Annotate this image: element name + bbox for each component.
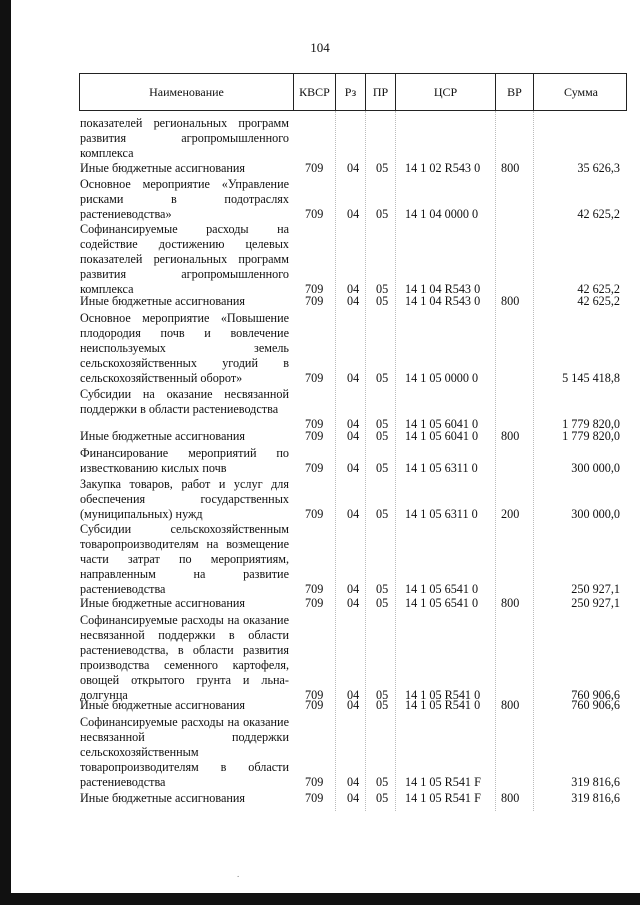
- row-kvsr: 709: [305, 688, 324, 702]
- row-csr: 14 1 05 R541 F: [405, 775, 481, 789]
- row-csr: 14 1 05 0000 0: [405, 371, 479, 385]
- table-row: [0, 311, 640, 386]
- row-kvsr: 709: [305, 582, 324, 596]
- row-kvsr: 709: [305, 429, 324, 443]
- row-sum: 250 927,1: [571, 582, 620, 596]
- table-row: [0, 294, 640, 309]
- row-csr: 14 1 05 R541 0: [405, 698, 481, 712]
- row-pr: 05: [376, 461, 389, 475]
- row-rz: 04: [347, 207, 360, 221]
- row-csr: 14 1 05 6541 0: [405, 582, 479, 596]
- header-csr: ЦСР: [396, 74, 496, 110]
- row-csr: 14 1 02 R543 0: [405, 161, 481, 175]
- row-vr: 200: [501, 507, 520, 521]
- table-row: [0, 429, 640, 444]
- row-rz: 04: [347, 698, 360, 712]
- row-name: Иные бюджетные ассигнования: [80, 294, 246, 308]
- table-row: [0, 791, 640, 806]
- row-csr: 14 1 05 6311 0: [405, 507, 478, 521]
- row-name: Финансирование мероприятий по известкованию кислых почв: [80, 446, 289, 475]
- header-kvsr: КВСР: [294, 74, 336, 110]
- row-pr: 05: [376, 698, 389, 712]
- header-vr: ВР: [496, 74, 534, 110]
- row-pr: 05: [376, 775, 389, 789]
- row-rz: 04: [347, 417, 360, 431]
- row-csr: 14 1 05 6541 0: [405, 596, 479, 610]
- row-kvsr: 709: [305, 775, 324, 789]
- row-rz: 04: [347, 791, 360, 805]
- row-pr: 05: [376, 161, 389, 175]
- row-pr: 05: [376, 417, 389, 431]
- table-row: [0, 446, 640, 476]
- scan-bottom-edge: [0, 893, 640, 905]
- row-name: Основное мероприятие «Повышение плодородия почв и вовлечение неиспользуемых земель сельскохозяйственных угодий в сельскохозяйственный оборот»: [80, 311, 289, 385]
- row-pr: 05: [376, 688, 389, 702]
- row-pr: 05: [376, 207, 389, 221]
- row-sum: 300 000,0: [571, 461, 620, 475]
- row-name: Основное мероприятие «Управление рисками в подотраслях растениеводства»: [80, 177, 289, 221]
- row-rz: 04: [347, 161, 360, 175]
- row-vr: 800: [501, 791, 520, 805]
- row-name: Субсидии на оказание несвязанной поддержки в области растениеводства: [80, 387, 289, 416]
- row-name: показателей региональных программ развития агропромышленного комплекса: [80, 116, 289, 160]
- table-row: [0, 522, 640, 597]
- table-row: [0, 596, 640, 611]
- table-row: [0, 477, 640, 522]
- row-csr: 14 1 04 R543 0: [405, 282, 481, 296]
- row-csr: 14 1 05 R541 0: [405, 688, 481, 702]
- row-rz: 04: [347, 371, 360, 385]
- row-kvsr: 709: [305, 507, 324, 521]
- row-name: Закупка товаров, работ и услуг для обеспечения государственных (муниципальных) нужд: [80, 477, 289, 521]
- row-csr: 14 1 05 R541 F: [405, 791, 481, 805]
- table-row: [0, 161, 640, 176]
- row-name: Субсидии сельскохозяйственным товаропроизводителям на возмещение части затрат по мероприятиям, направленным на развитие растениеводства: [80, 522, 289, 596]
- row-name: Иные бюджетные ассигнования: [80, 698, 246, 712]
- row-rz: 04: [347, 294, 360, 308]
- row-rz: 04: [347, 775, 360, 789]
- row-name: Софинансируемые расходы на оказание несвязанной поддержки сельскохозяйственным товаропроизводителям в области растениеводства: [80, 715, 289, 789]
- row-pr: 05: [376, 596, 389, 610]
- row-pr: 05: [376, 582, 389, 596]
- row-kvsr: 709: [305, 417, 324, 431]
- row-sum: 42 625,2: [577, 282, 620, 296]
- row-rz: 04: [347, 282, 360, 296]
- row-sum: 42 625,2: [577, 207, 620, 221]
- header-name: Наименование: [80, 74, 294, 110]
- row-name: Софинансируемые расходы на содействие достижению целевых показателей региональных программ развития агропромышленного комплекса: [80, 222, 289, 296]
- table-row: [0, 177, 640, 222]
- row-vr: 800: [501, 698, 520, 712]
- table-row: [0, 387, 640, 432]
- row-sum: 1 779 820,0: [562, 429, 620, 443]
- row-sum: 760 906,6: [571, 698, 620, 712]
- row-rz: 04: [347, 429, 360, 443]
- table-row: [0, 613, 640, 703]
- page-number: 104: [310, 40, 330, 55]
- row-csr: 14 1 04 0000 0: [405, 207, 479, 221]
- row-kvsr: 709: [305, 282, 324, 296]
- header-rz: Рз: [336, 74, 366, 110]
- row-sum: 319 816,6: [571, 791, 620, 805]
- row-csr: 14 1 05 6041 0: [405, 429, 479, 443]
- row-kvsr: 709: [305, 698, 324, 712]
- row-csr: 14 1 05 6311 0: [405, 461, 478, 475]
- row-pr: 05: [376, 282, 389, 296]
- header-pr: ПР: [366, 74, 396, 110]
- row-kvsr: 709: [305, 596, 324, 610]
- row-sum: 5 145 418,8: [562, 371, 620, 385]
- table-row: [0, 715, 640, 790]
- row-sum: 760 906,6: [571, 688, 620, 702]
- row-rz: 04: [347, 688, 360, 702]
- row-kvsr: 709: [305, 294, 324, 308]
- row-kvsr: 709: [305, 207, 324, 221]
- header-sum: Сумма: [564, 84, 598, 99]
- row-name: Иные бюджетные ассигнования: [80, 791, 246, 805]
- row-kvsr: 709: [305, 161, 324, 175]
- table-row: [0, 698, 640, 713]
- row-name: Иные бюджетные ассигнования: [80, 596, 246, 610]
- row-csr: 14 1 05 6041 0: [405, 417, 479, 431]
- row-rz: 04: [347, 596, 360, 610]
- row-vr: 800: [501, 294, 520, 308]
- row-pr: 05: [376, 294, 389, 308]
- scan-speck: .: [237, 869, 240, 879]
- row-csr: 14 1 04 R543 0: [405, 294, 481, 308]
- table-row: [0, 222, 640, 297]
- row-sum: 250 927,1: [571, 596, 620, 610]
- row-name: Иные бюджетные ассигнования: [80, 161, 246, 175]
- row-name: Иные бюджетные ассигнования: [80, 429, 246, 443]
- row-pr: 05: [376, 507, 389, 521]
- row-pr: 05: [376, 429, 389, 443]
- row-rz: 04: [347, 461, 360, 475]
- row-pr: 05: [376, 791, 389, 805]
- row-rz: 04: [347, 507, 360, 521]
- row-sum: 42 625,2: [577, 294, 620, 308]
- row-vr: 800: [501, 596, 520, 610]
- row-sum: 300 000,0: [571, 507, 620, 521]
- row-pr: 05: [376, 371, 389, 385]
- row-kvsr: 709: [305, 371, 324, 385]
- row-sum: 35 626,3: [577, 161, 620, 175]
- row-kvsr: 709: [305, 791, 324, 805]
- row-kvsr: 709: [305, 461, 324, 475]
- row-sum: 319 816,6: [571, 775, 620, 789]
- row-rz: 04: [347, 582, 360, 596]
- row-vr: 800: [501, 161, 520, 175]
- row-sum: 1 779 820,0: [562, 417, 620, 431]
- row-vr: 800: [501, 429, 520, 443]
- row-name: Софинансируемые расходы на оказание несвязанной поддержки в области растениеводства, в области развития производства семенного картофеля, овощей открытого грунта и льна-долгунца: [80, 613, 289, 702]
- table-header: [79, 73, 627, 111]
